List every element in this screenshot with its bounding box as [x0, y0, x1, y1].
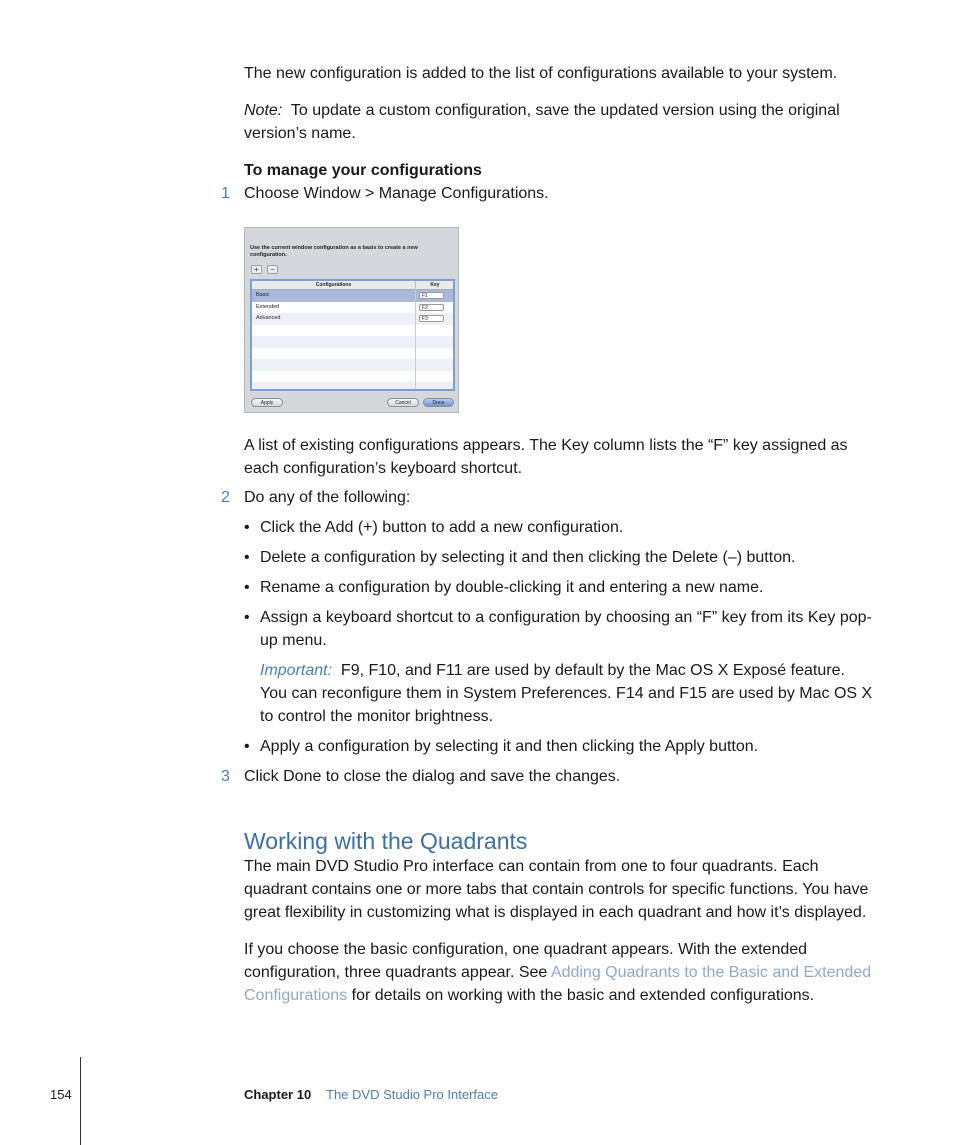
- paragraph-text: If you choose the basic configuration, one quadrant appears. With the extended configuration, three quadrants appear. See: [244, 941, 808, 981]
- config-name: Basic: [256, 292, 270, 298]
- bullet-item: Rename a configuration by double-clicking it and entering a new name.: [260, 579, 764, 596]
- table-row[interactable]: [252, 313, 453, 325]
- after-image-paragraph: A list of existing configurations appears. The Key column lists the “F” key assigned as each configuration’s keyboard shortcut.: [244, 437, 848, 477]
- config-name: Extended: [256, 303, 280, 310]
- table-header: [252, 281, 453, 290]
- bullet-item: Apply a configuration by selecting it and then clicking the Apply button.: [260, 738, 759, 755]
- remove-configuration-button[interactable]: −: [267, 265, 278, 274]
- bullet-icon: •: [244, 549, 250, 566]
- bullet-icon: •: [244, 519, 250, 536]
- cross-reference-link[interactable]: Adding Quadrants to the Basic and Extended Configurations: [244, 964, 872, 1004]
- empty-row: [252, 371, 453, 383]
- important-text: F9, F10, and F11 are used by default by the Mac OS X Exposé feature. You can reconfigure them in System Preferences. F14 and F15 are used by Mac OS X to control the monitor brightness.: [260, 662, 873, 725]
- key-popup[interactable]: F2: [419, 304, 444, 311]
- page-number: 154: [50, 1087, 72, 1102]
- apply-button[interactable]: Apply: [251, 398, 283, 407]
- step-number: 1: [221, 185, 230, 202]
- chapter-label: Chapter 10: [244, 1087, 312, 1102]
- column-header-configurations[interactable]: Configurations: [315, 282, 352, 288]
- key-popup[interactable]: F3: [419, 315, 444, 322]
- config-name: Advanced: [256, 315, 281, 321]
- add-configuration-button[interactable]: +: [251, 265, 262, 274]
- empty-row: [252, 325, 453, 337]
- note-text: To update a custom configuration, save the updated version using the original version’s name.: [244, 102, 840, 142]
- important-paragraph: [260, 659, 874, 728]
- table-row[interactable]: [252, 302, 453, 314]
- done-button[interactable]: Done: [423, 398, 454, 407]
- important-label: Important:: [260, 662, 333, 679]
- manage-configurations-dialog: [244, 227, 459, 413]
- section-paragraph: The main DVD Studio Pro interface can contain from one to four quadrants. Each quadrant contains one or more tabs that contain controls for specific functions. You have great flexibility in customizing what is displayed in each quadrant and how it’s displayed.: [244, 858, 869, 921]
- empty-row: [252, 359, 453, 371]
- footer-divider: [80, 1057, 81, 1145]
- paragraph-text: for details on working with the basic and extended configurations.: [351, 987, 815, 1004]
- bullet-item: Assign a keyboard shortcut to a configuration by choosing an “F” key from its Key pop-up menu.: [260, 609, 872, 649]
- configurations-table: [250, 279, 455, 391]
- dialog-message: Use the current window configuration as a basis to create a new configuration.: [250, 245, 418, 258]
- task-heading: To manage your configurations: [244, 162, 482, 179]
- step-text: Do any of the following:: [244, 489, 411, 506]
- table-row[interactable]: [252, 290, 453, 302]
- step-number: 3: [221, 768, 230, 785]
- bullet-item: Delete a configuration by selecting it and then clicking the Delete (–) button.: [260, 549, 796, 566]
- empty-row: [252, 336, 453, 348]
- step-text: Click Done to close the dialog and save the changes.: [244, 768, 621, 785]
- column-divider: [415, 289, 416, 391]
- chapter-title: The DVD Studio Pro Interface: [326, 1087, 498, 1102]
- column-header-key[interactable]: Key: [415, 281, 454, 289]
- note-paragraph: [244, 99, 874, 145]
- bullet-icon: •: [244, 579, 250, 596]
- section-heading: Working with the Quadrants: [244, 828, 528, 854]
- intro-paragraph: The new configuration is added to the list of configurations available to your system.: [244, 65, 838, 82]
- note-label: Note:: [244, 102, 283, 119]
- key-popup[interactable]: F1: [419, 292, 444, 299]
- empty-row: [252, 348, 453, 360]
- bullet-icon: •: [244, 738, 250, 755]
- cancel-button[interactable]: Cancel: [387, 398, 419, 407]
- section-paragraph: [244, 938, 874, 1007]
- empty-row: [252, 382, 453, 391]
- step-text: Choose Window > Manage Configurations.: [244, 185, 549, 202]
- bullet-item: Click the Add (+) button to add a new configuration.: [260, 519, 624, 536]
- step-number: 2: [221, 489, 230, 506]
- bullet-icon: •: [244, 609, 250, 626]
